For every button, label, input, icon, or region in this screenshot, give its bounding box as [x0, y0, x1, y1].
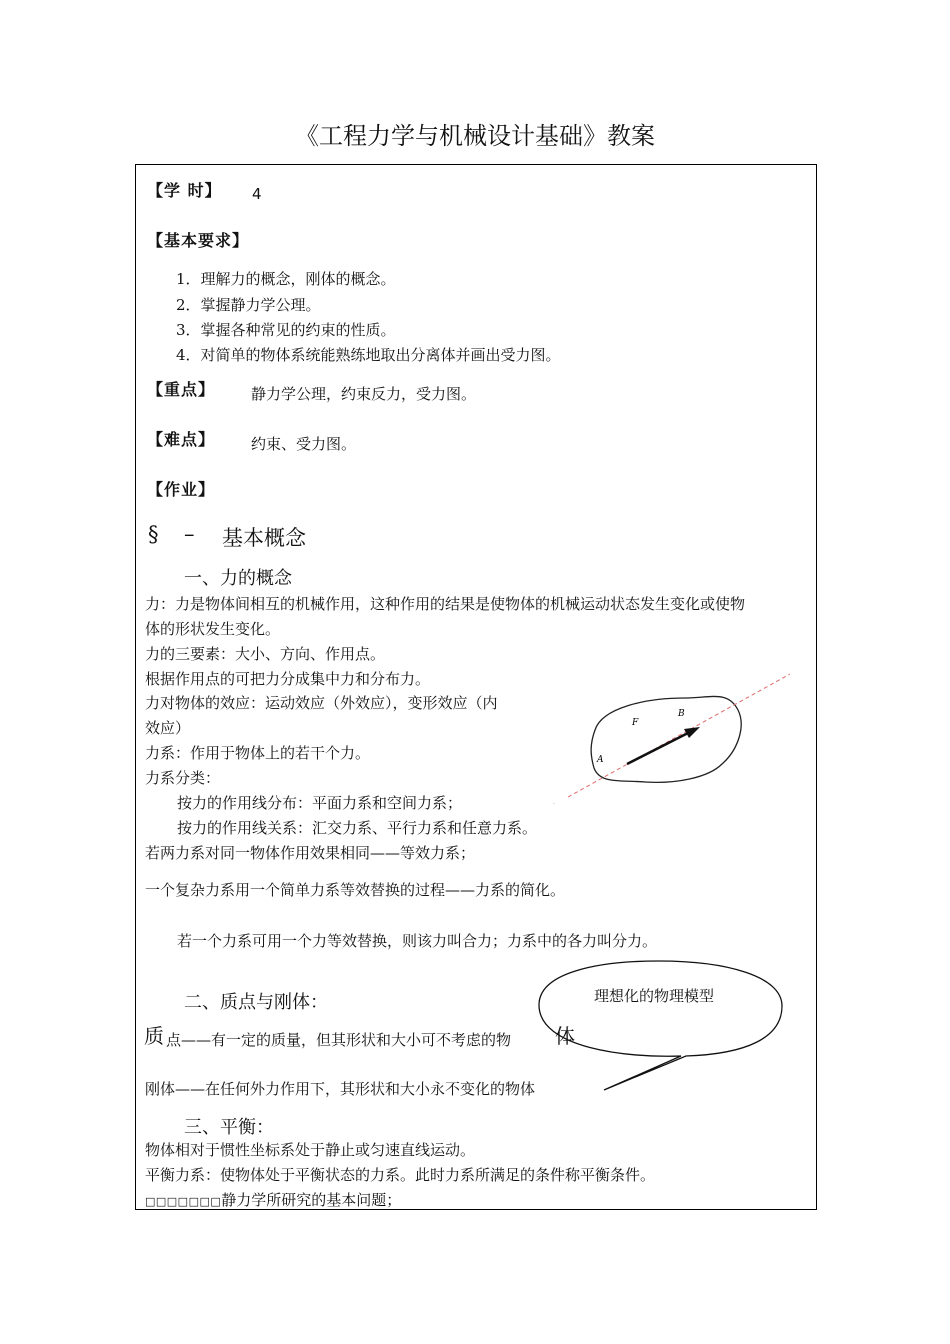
missing-glyphs: □□□□□□□	[145, 1195, 222, 1208]
requirement-item: 4．对简单的物体系统能熟练地取出分离体并画出受力图。	[176, 346, 561, 364]
paragraph: 若两力系对同一物体作用效果相同——等效力系；	[145, 844, 476, 862]
particle-big-char: 质	[144, 1024, 164, 1048]
section-dash: –	[184, 522, 195, 546]
rigid-body-definition: 刚体——在任何外力作用下，其形状和大小永不变化的物体	[145, 1080, 536, 1098]
stray-mark: .	[553, 799, 555, 806]
paragraph: 力系分类：	[145, 769, 221, 787]
section-mark: §	[148, 522, 159, 546]
document-title: 《工程力学与机械设计基础》教案	[295, 122, 655, 150]
particle-big-char-end: 体	[555, 1024, 575, 1048]
hours-label: 【学 时】	[147, 181, 222, 200]
requirements-label: 【基本要求】	[147, 231, 250, 250]
section-title: 基本概念	[222, 526, 306, 550]
difficulty-label: 【难点】	[147, 430, 216, 449]
label-a: A	[597, 755, 604, 765]
paragraph: 力的三要素：大小、方向、作用点。	[145, 645, 386, 663]
force-diagram	[550, 668, 800, 808]
requirement-item: 3．掌握各种常见的约束的性质。	[176, 321, 396, 339]
rigid-body-outline	[591, 696, 741, 782]
paragraph: 静力学所研究的基本问题；	[221, 1191, 402, 1209]
requirement-item: 1．理解力的概念，刚体的概念。	[176, 270, 396, 288]
paragraph: 物体相对于惯性坐标系处于静止或匀速直线运动。	[145, 1141, 476, 1159]
paragraph: 按力的作用线分布：平面力系和空间力系；	[177, 794, 463, 812]
difficulty-value: 约束、受力图。	[251, 435, 357, 453]
key-points-value: 静力学公理，约束反力，受力图。	[251, 385, 477, 403]
paragraph: 一个复杂力系用一个简单力系等效替换的过程——力系的简化。	[145, 881, 566, 899]
line-of-action	[568, 674, 790, 797]
paragraph: 根据作用点的可把力分成集中力和分布力。	[145, 670, 431, 688]
label-f: F	[632, 718, 639, 728]
callout-text: 理想化的物理模型	[594, 987, 715, 1005]
subheading-force: 一、力的概念	[184, 568, 292, 589]
paragraph-row	[145, 1189, 401, 1210]
particle-definition: 点——有一定的质量，但其形状和大小可不考虑的物	[166, 1031, 512, 1049]
hours-value: 4	[252, 185, 262, 203]
paragraph: 体的形状发生变化。	[145, 620, 281, 638]
paragraph: 平衡力系：使物体处于平衡状态的力系。此时力系所满足的条件称平衡条件。	[145, 1166, 656, 1184]
paragraph: 力：力是物体间相互的机械作用，这种作用的结果是使物体的机械运动状态发生变化或使物	[145, 595, 746, 613]
force-arrow	[627, 732, 690, 764]
paragraph: 若一个力系可用一个力等效替换，则该力叫合力；力系中的各力叫分力。	[177, 932, 658, 950]
paragraph: 效应）	[145, 719, 191, 737]
arrow-head-icon	[684, 727, 700, 738]
paragraph: 按力的作用线关系：汇交力系、平行力系和任意力系。	[177, 819, 538, 837]
label-b: B	[678, 709, 685, 719]
paragraph: 力对物体的效应：运动效应（外效应），变形效应（内	[145, 694, 498, 712]
key-points-label: 【重点】	[147, 380, 216, 399]
paragraph: 力系：作用于物体上的若干个力。	[145, 744, 371, 762]
subheading-particle: 二、质点与刚体：	[184, 992, 328, 1013]
requirement-item: 2．掌握静力学公理。	[176, 296, 321, 314]
homework-label: 【作业】	[147, 480, 216, 499]
subheading-equilibrium: 三、平衡：	[184, 1117, 274, 1138]
